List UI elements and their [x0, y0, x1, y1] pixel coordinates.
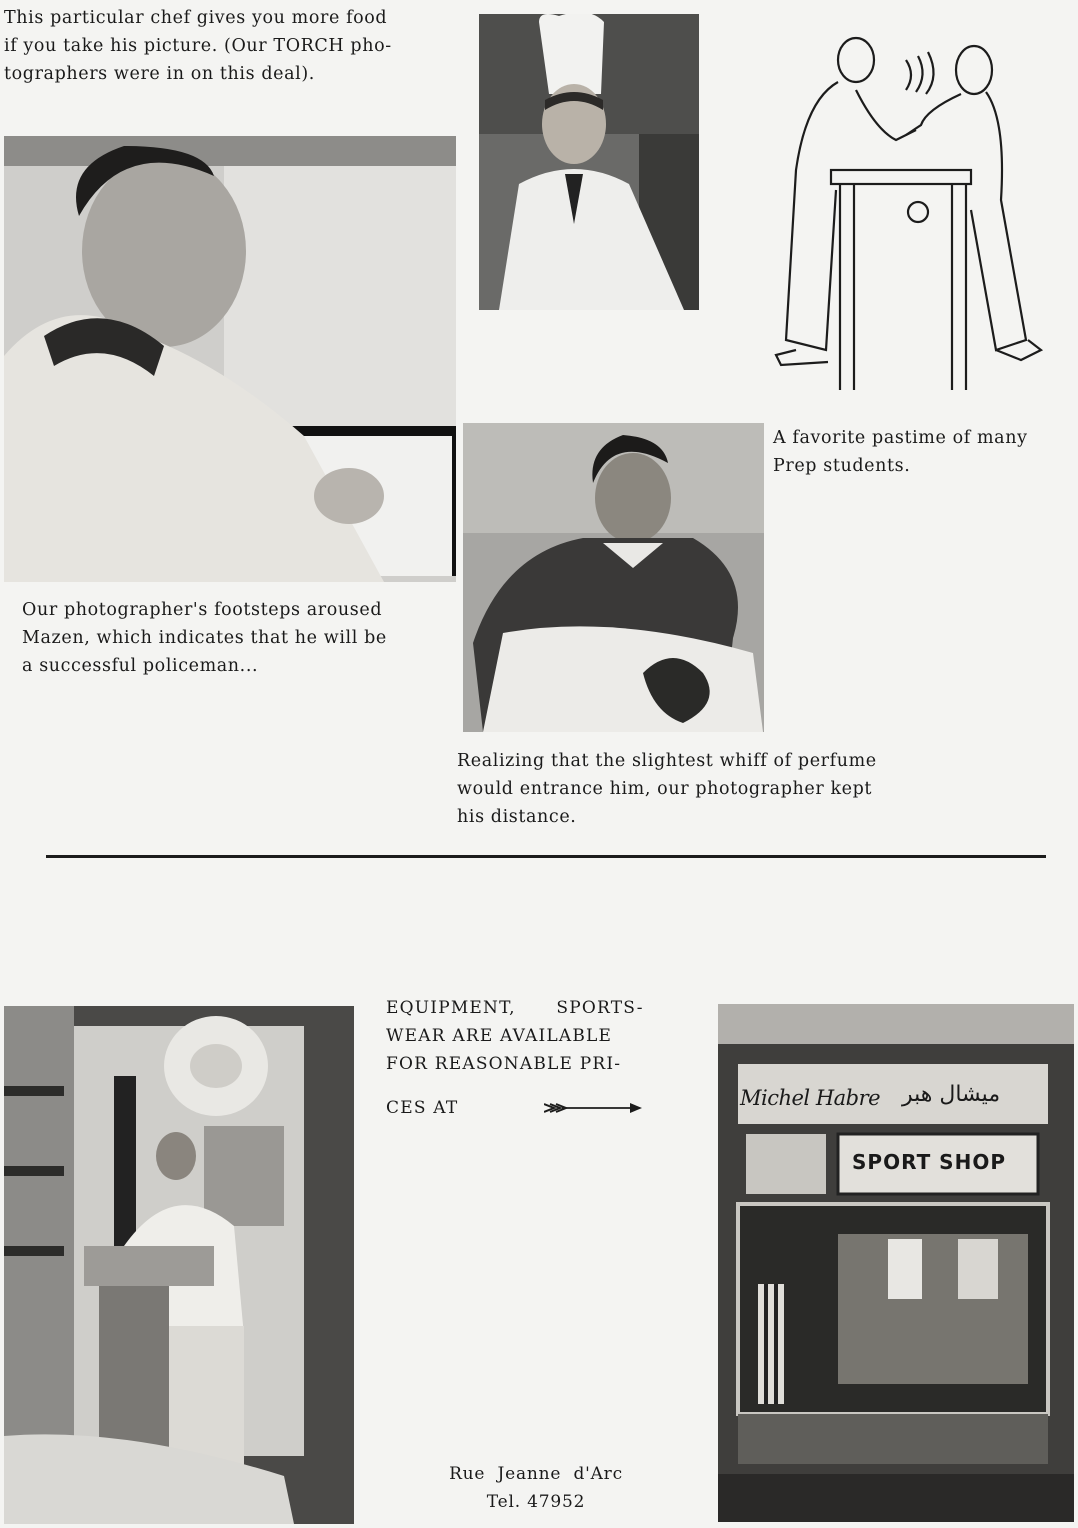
chef-caption: This particular chef gives you more food if you take his picture. (Our TORCH pho- tographers were in on this deal). — [4, 8, 392, 84]
pastime-caption: A favorite pastime of many Prep students. — [773, 428, 1028, 476]
shop-sign-name: Michel Habre — [740, 1086, 881, 1110]
ad-line-1-text: EQUIPMENT, SPORTS- — [386, 998, 644, 1018]
ad-line-3: FOR REASONABLE PRI- — [386, 1054, 622, 1074]
shop-sign: SPORT SHOP — [852, 1150, 1006, 1174]
sport-shop-photo — [718, 1004, 1074, 1522]
mazen-caption: Our photographer's footsteps aroused Mazen, which indicates that he will be a successful policeman... — [22, 600, 387, 676]
shop-owner-photo — [4, 1006, 354, 1524]
ad-line-1 — [386, 994, 686, 1022]
ad-text — [386, 994, 686, 1122]
chef-photo — [479, 14, 699, 310]
perfume-caption: Realizing that the slightest whiff of perfume would entrance him, our photographer kept his distance. — [457, 751, 877, 827]
arm-wrestling-drawing — [756, 20, 1046, 392]
ad-line-4 — [386, 1094, 686, 1122]
ad-line-2: WEAR ARE AVAILABLE — [386, 1026, 613, 1046]
tel-line: Tel. 47952 — [486, 1492, 586, 1512]
arrow-right-icon — [544, 1101, 644, 1115]
shop-sign-arabic: ميشال هبر — [902, 1082, 1001, 1107]
mazen-photo — [4, 136, 456, 582]
section-divider — [46, 855, 1046, 858]
address-line: Rue Jeanne d'Arc — [449, 1464, 623, 1484]
ad-line-4-text: CES AT — [386, 1098, 459, 1118]
perfume-photo — [463, 423, 764, 732]
ad-address — [386, 1460, 686, 1516]
